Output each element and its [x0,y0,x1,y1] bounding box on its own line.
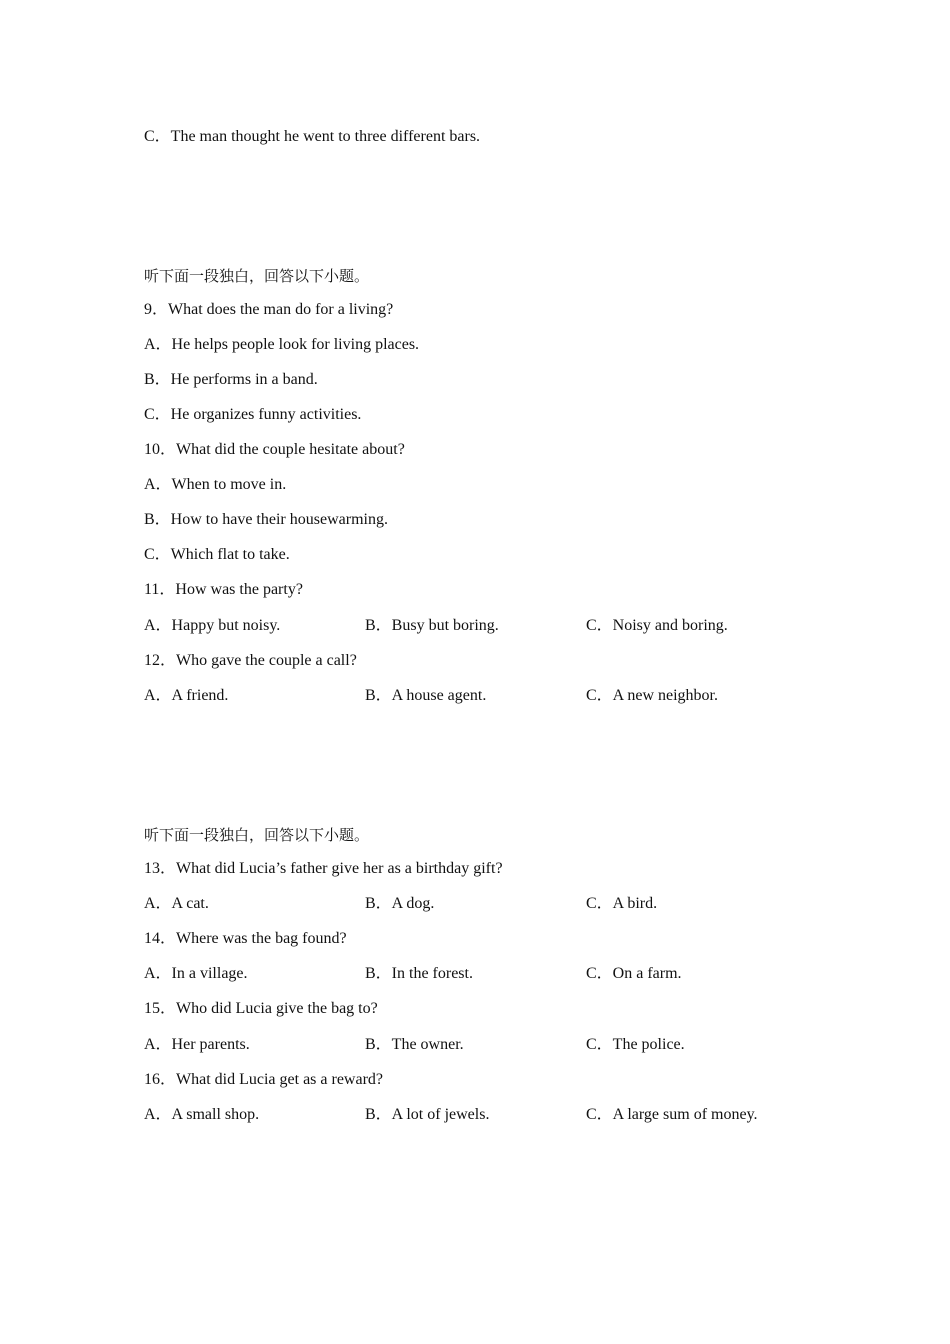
question-14-option-c: C．On a farm. [586,965,682,982]
question-15-options [144,1035,824,1055]
question-9-option-b: B．He performs in a band. [144,371,318,388]
question-16-option-c: C．A large sum of money. [586,1106,758,1123]
question-14-option-a: A．In a village. [144,965,248,982]
question-15: 15．Who did Lucia give the bag to? [144,1000,378,1017]
question-13-options [144,894,824,914]
question-12-option-c: C．A new neighbor. [586,687,718,704]
question-16-option-a: A．A small shop. [144,1106,260,1123]
question-9-option-a: A．He helps people look for living places. [144,336,420,353]
question-11-option-a: A．Happy but noisy. [144,617,281,634]
question-16-options [144,1105,824,1125]
question-10: 10．What did the couple hesitate about? [144,441,405,458]
question-13-option-c: C．A bird. [586,895,658,912]
question-10-option-b: B．How to have their housewarming. [144,511,388,528]
section-instruction: 听下面一段独白，回答以下小题。 [144,826,370,844]
question-9: 9．What does the man do for a living? [144,301,394,318]
section-instruction: 听下面一段独白，回答以下小题。 [144,267,370,285]
question-12-option-a: A．A friend. [144,687,229,704]
question-11-option-b: B．Busy but boring. [365,617,499,634]
question-10-option-c: C．Which flat to take. [144,546,290,563]
question-14: 14．Where was the bag found? [144,930,347,947]
question-16-option-b: B．A lot of jewels. [365,1106,490,1123]
question-10-option-a: A．When to move in. [144,476,287,493]
question-14-options [144,964,824,984]
question-12: 12．Who gave the couple a call? [144,652,357,669]
question-11: 11．How was the party? [144,581,303,598]
question-12-option-b: B．A house agent. [365,687,487,704]
question-9-option-c: C．He organizes funny activities. [144,406,362,423]
question-15-option-c: C．The police. [586,1036,685,1053]
question-13: 13．What did Lucia’s father give her as a birthday gift? [144,860,503,877]
question-15-option-b: B．The owner. [365,1036,464,1053]
question-14-option-b: B．In the forest. [365,965,473,982]
question-16: 16．What did Lucia get as a reward? [144,1071,384,1088]
question-11-options [144,616,824,636]
question-12-options [144,686,824,706]
carryover-option-c: C．The man thought he went to three different bars. [144,128,481,145]
question-15-option-a: A．Her parents. [144,1036,250,1053]
question-11-option-c: C．Noisy and boring. [586,617,728,634]
question-13-option-a: A．A cat. [144,895,209,912]
question-13-option-b: B．A dog. [365,895,435,912]
